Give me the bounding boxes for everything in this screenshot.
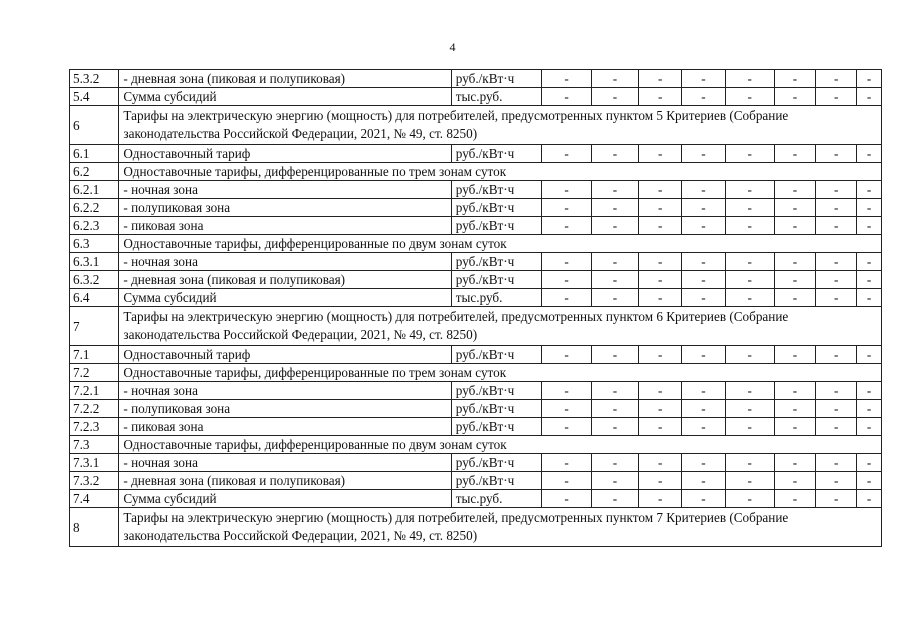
row-unit: тыс.руб. xyxy=(451,289,542,307)
value-cell: - xyxy=(725,199,774,217)
value-cell: - xyxy=(591,70,638,88)
value-cell: - xyxy=(816,181,857,199)
value-cell: - xyxy=(542,88,591,106)
row-number: 7.2.1 xyxy=(70,382,119,400)
row-unit: руб./кВт·ч xyxy=(451,145,542,163)
value-cell: - xyxy=(639,253,682,271)
row-name: - ночная зона xyxy=(119,454,451,472)
row-name: - ночная зона xyxy=(119,181,451,199)
value-cell: - xyxy=(591,472,638,490)
value-cell: - xyxy=(682,217,725,235)
table-row xyxy=(70,181,882,199)
value-cell: - xyxy=(725,346,774,364)
value-cell: - xyxy=(816,400,857,418)
value-cell: - xyxy=(591,382,638,400)
value-cell: - xyxy=(542,181,591,199)
value-cell: - xyxy=(542,145,591,163)
value-cell: - xyxy=(725,145,774,163)
value-cell: - xyxy=(816,88,857,106)
value-cell: - xyxy=(774,490,815,508)
table-row xyxy=(70,346,882,364)
value-cell: - xyxy=(816,346,857,364)
row-name: - дневная зона (пиковая и полупиковая) xyxy=(119,70,451,88)
row-name: - дневная зона (пиковая и полупиковая) xyxy=(119,472,451,490)
row-name: Одноставочный тариф xyxy=(119,346,451,364)
row-unit: руб./кВт·ч xyxy=(451,400,542,418)
table-row xyxy=(70,253,882,271)
value-cell: - xyxy=(639,400,682,418)
value-cell: - xyxy=(725,400,774,418)
value-cell: - xyxy=(591,253,638,271)
table-row xyxy=(70,199,882,217)
row-unit: руб./кВт·ч xyxy=(451,217,542,235)
value-cell: - xyxy=(816,490,857,508)
table-row xyxy=(70,289,882,307)
value-cell: - xyxy=(682,253,725,271)
row-unit: тыс.руб. xyxy=(451,88,542,106)
value-cell: - xyxy=(682,199,725,217)
value-cell: - xyxy=(542,253,591,271)
row-number: 7.4 xyxy=(70,490,119,508)
row-name: - ночная зона xyxy=(119,253,451,271)
row-number: 6.2.1 xyxy=(70,181,119,199)
value-cell: - xyxy=(725,217,774,235)
value-cell: - xyxy=(682,346,725,364)
value-cell: - xyxy=(542,217,591,235)
value-cell: - xyxy=(639,88,682,106)
value-cell: - xyxy=(591,217,638,235)
value-cell: - xyxy=(816,199,857,217)
table-row xyxy=(70,163,882,181)
value-cell: - xyxy=(542,271,591,289)
value-cell: - xyxy=(591,199,638,217)
value-cell: - xyxy=(816,382,857,400)
section-heading: Тарифы на электрическую энергию (мощность) для потребителей, предусмотренных пунктом 5 Критериев (Собрание законодательства Российской Федерации, 2021, № 49, ст. 8250) xyxy=(119,106,882,145)
row-name: - дневная зона (пиковая и полупиковая) xyxy=(119,271,451,289)
value-cell: - xyxy=(591,454,638,472)
row-name: - полупиковая зона xyxy=(119,199,451,217)
row-number: 7.3.1 xyxy=(70,454,119,472)
value-cell: - xyxy=(682,88,725,106)
value-cell: - xyxy=(682,400,725,418)
value-cell: - xyxy=(816,217,857,235)
value-cell: - xyxy=(542,346,591,364)
value-cell: - xyxy=(857,382,882,400)
section-heading: Одноставочные тарифы, дифференцированные по двум зонам суток xyxy=(119,235,882,253)
row-number: 7.3.2 xyxy=(70,472,119,490)
row-number: 6.3 xyxy=(70,235,119,253)
value-cell: - xyxy=(591,145,638,163)
row-unit: руб./кВт·ч xyxy=(451,382,542,400)
value-cell: - xyxy=(591,289,638,307)
value-cell: - xyxy=(725,88,774,106)
section-heading: Одноставочные тарифы, дифференцированные по трем зонам суток xyxy=(119,364,882,382)
row-name: Сумма субсидий xyxy=(119,289,451,307)
row-unit: руб./кВт·ч xyxy=(451,418,542,436)
value-cell: - xyxy=(857,217,882,235)
section-heading: Тарифы на электрическую энергию (мощность) для потребителей, предусмотренных пунктом 6 Критериев (Собрание законодательства Российской Федерации, 2021, № 49, ст. 8250) xyxy=(119,307,882,346)
value-cell: - xyxy=(591,346,638,364)
section-heading: Одноставочные тарифы, дифференцированные по трем зонам суток xyxy=(119,163,882,181)
value-cell: - xyxy=(725,181,774,199)
value-cell: - xyxy=(857,181,882,199)
tariff-table xyxy=(69,69,882,547)
value-cell: - xyxy=(857,490,882,508)
table-row xyxy=(70,400,882,418)
value-cell: - xyxy=(682,382,725,400)
value-cell: - xyxy=(639,271,682,289)
value-cell: - xyxy=(816,418,857,436)
value-cell: - xyxy=(774,346,815,364)
value-cell: - xyxy=(857,88,882,106)
value-cell: - xyxy=(682,271,725,289)
value-cell: - xyxy=(816,289,857,307)
value-cell: - xyxy=(542,289,591,307)
value-cell: - xyxy=(857,346,882,364)
row-unit: руб./кВт·ч xyxy=(451,199,542,217)
value-cell: - xyxy=(816,145,857,163)
row-number: 5.3.2 xyxy=(70,70,119,88)
value-cell: - xyxy=(682,418,725,436)
value-cell: - xyxy=(816,253,857,271)
value-cell: - xyxy=(639,217,682,235)
value-cell: - xyxy=(639,199,682,217)
row-number: 6.1 xyxy=(70,145,119,163)
row-unit: тыс.руб. xyxy=(451,490,542,508)
row-name: Сумма субсидий xyxy=(119,88,451,106)
value-cell: - xyxy=(725,70,774,88)
value-cell: - xyxy=(774,418,815,436)
row-number: 6.4 xyxy=(70,289,119,307)
value-cell: - xyxy=(591,181,638,199)
table-row xyxy=(70,145,882,163)
row-number: 6.3.2 xyxy=(70,271,119,289)
table-row xyxy=(70,418,882,436)
value-cell: - xyxy=(857,472,882,490)
value-cell: - xyxy=(816,472,857,490)
table-row xyxy=(70,70,882,88)
value-cell: - xyxy=(774,382,815,400)
table-body xyxy=(70,70,882,547)
value-cell: - xyxy=(725,490,774,508)
table-row xyxy=(70,472,882,490)
row-unit: руб./кВт·ч xyxy=(451,70,542,88)
table-row xyxy=(70,382,882,400)
row-number: 7.2.2 xyxy=(70,400,119,418)
row-unit: руб./кВт·ч xyxy=(451,253,542,271)
row-number: 7 xyxy=(70,307,119,346)
value-cell: - xyxy=(682,70,725,88)
section-heading: Одноставочные тарифы, дифференцированные по двум зонам суток xyxy=(119,436,882,454)
value-cell: - xyxy=(682,289,725,307)
value-cell: - xyxy=(774,289,815,307)
row-number: 7.2 xyxy=(70,364,119,382)
table-row xyxy=(70,490,882,508)
row-number: 7.3 xyxy=(70,436,119,454)
value-cell: - xyxy=(725,289,774,307)
row-name: Одноставочный тариф xyxy=(119,145,451,163)
row-name: Сумма субсидий xyxy=(119,490,451,508)
value-cell: - xyxy=(591,271,638,289)
value-cell: - xyxy=(591,400,638,418)
value-cell: - xyxy=(639,289,682,307)
value-cell: - xyxy=(639,145,682,163)
row-unit: руб./кВт·ч xyxy=(451,472,542,490)
row-unit: руб./кВт·ч xyxy=(451,454,542,472)
table-row xyxy=(70,436,882,454)
value-cell: - xyxy=(857,418,882,436)
value-cell: - xyxy=(816,454,857,472)
value-cell: - xyxy=(774,217,815,235)
value-cell: - xyxy=(639,181,682,199)
value-cell: - xyxy=(682,454,725,472)
table-row xyxy=(70,88,882,106)
row-name: - пиковая зона xyxy=(119,217,451,235)
row-number: 7.1 xyxy=(70,346,119,364)
value-cell: - xyxy=(591,418,638,436)
page-number: 4 xyxy=(449,40,456,54)
value-cell: - xyxy=(857,400,882,418)
value-cell: - xyxy=(774,400,815,418)
value-cell: - xyxy=(857,199,882,217)
table-row xyxy=(70,235,882,253)
value-cell: - xyxy=(774,454,815,472)
row-unit: руб./кВт·ч xyxy=(451,181,542,199)
row-name: - полупиковая зона xyxy=(119,400,451,418)
table-row xyxy=(70,307,882,346)
value-cell: - xyxy=(682,145,725,163)
value-cell: - xyxy=(639,472,682,490)
value-cell: - xyxy=(725,454,774,472)
value-cell: - xyxy=(774,145,815,163)
table-row xyxy=(70,508,882,547)
value-cell: - xyxy=(857,454,882,472)
value-cell: - xyxy=(591,88,638,106)
section-heading: Тарифы на электрическую энергию (мощность) для потребителей, предусмотренных пунктом 7 Критериев (Собрание законодательства Российской Федерации, 2021, № 49, ст. 8250) xyxy=(119,508,882,547)
value-cell: - xyxy=(774,253,815,271)
value-cell: - xyxy=(816,271,857,289)
value-cell: - xyxy=(857,271,882,289)
value-cell: - xyxy=(857,289,882,307)
value-cell: - xyxy=(542,70,591,88)
row-number: 6.2.2 xyxy=(70,199,119,217)
row-number: 6.2.3 xyxy=(70,217,119,235)
value-cell: - xyxy=(591,490,638,508)
value-cell: - xyxy=(542,418,591,436)
value-cell: - xyxy=(682,472,725,490)
value-cell: - xyxy=(639,382,682,400)
value-cell: - xyxy=(857,253,882,271)
value-cell: - xyxy=(682,490,725,508)
value-cell: - xyxy=(542,382,591,400)
table-row xyxy=(70,106,882,145)
table-row xyxy=(70,364,882,382)
value-cell: - xyxy=(725,472,774,490)
value-cell: - xyxy=(774,181,815,199)
value-cell: - xyxy=(542,199,591,217)
row-number: 5.4 xyxy=(70,88,119,106)
value-cell: - xyxy=(682,181,725,199)
value-cell: - xyxy=(857,70,882,88)
row-number: 6 xyxy=(70,106,119,145)
row-number: 8 xyxy=(70,508,119,547)
value-cell: - xyxy=(774,88,815,106)
value-cell: - xyxy=(725,418,774,436)
value-cell: - xyxy=(639,346,682,364)
value-cell: - xyxy=(774,199,815,217)
value-cell: - xyxy=(542,454,591,472)
value-cell: - xyxy=(639,454,682,472)
value-cell: - xyxy=(639,70,682,88)
value-cell: - xyxy=(639,418,682,436)
row-number: 7.2.3 xyxy=(70,418,119,436)
value-cell: - xyxy=(542,472,591,490)
row-unit: руб./кВт·ч xyxy=(451,346,542,364)
value-cell: - xyxy=(542,400,591,418)
row-number: 6.3.1 xyxy=(70,253,119,271)
value-cell: - xyxy=(774,70,815,88)
row-unit: руб./кВт·ч xyxy=(451,271,542,289)
row-name: - ночная зона xyxy=(119,382,451,400)
table-row xyxy=(70,454,882,472)
value-cell: - xyxy=(774,271,815,289)
value-cell: - xyxy=(816,70,857,88)
value-cell: - xyxy=(639,490,682,508)
table-row xyxy=(70,217,882,235)
value-cell: - xyxy=(774,472,815,490)
table-row xyxy=(70,271,882,289)
value-cell: - xyxy=(725,382,774,400)
value-cell: - xyxy=(857,145,882,163)
value-cell: - xyxy=(725,271,774,289)
value-cell: - xyxy=(542,490,591,508)
value-cell: - xyxy=(725,253,774,271)
row-name: - пиковая зона xyxy=(119,418,451,436)
row-number: 6.2 xyxy=(70,163,119,181)
